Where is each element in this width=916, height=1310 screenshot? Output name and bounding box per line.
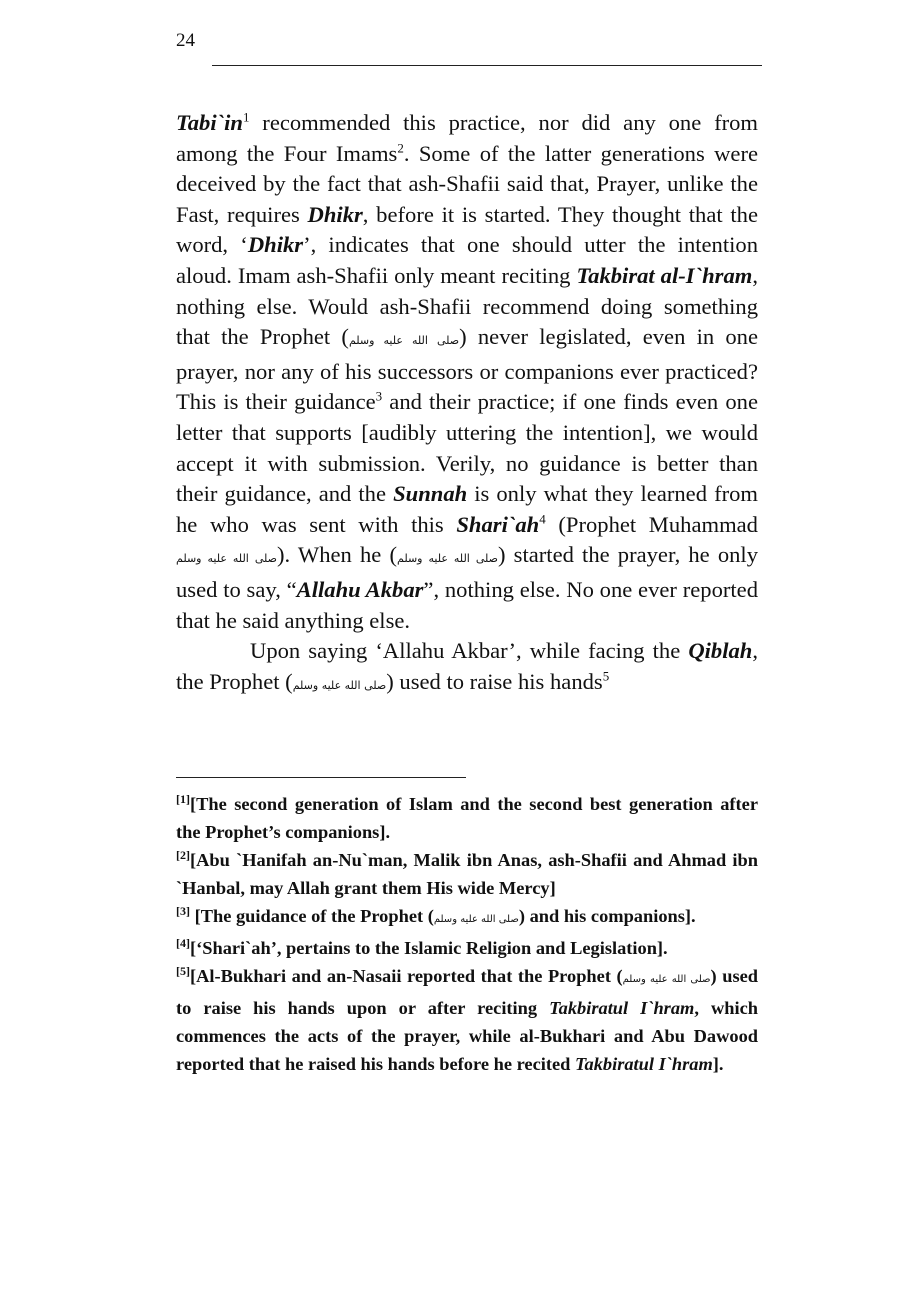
text-run: ) started the prayer, he only used to say, “ xyxy=(176,542,759,602)
term-tabiin: Tabi`in xyxy=(176,110,243,135)
paragraph-2 xyxy=(176,636,758,701)
term-sunnah: Sunnah xyxy=(393,481,468,507)
term-dhikr: Dhikr xyxy=(247,232,304,258)
salutation-arabic: صلى الله عليه وسلم xyxy=(348,334,460,348)
text-run: and their practice; if one finds even one letter that supports [audibly uttering the intention], we would accept it with submission. Verily, no guidance is better than their guidance, and the xyxy=(176,389,758,507)
footnote-marker: [1] xyxy=(176,791,190,806)
footnote-text: , which commences the acts of the prayer, while al-Bukhari and Abu Dawood reported that he raised his hands before he recited xyxy=(176,998,758,1074)
text-run: recommended this practice, nor did any one from among the Four Imams xyxy=(176,110,758,166)
text-run: . Some of the latter generations were deceived by the fact that ash-Shafii said that, Prayer, unlike the Fast, requires xyxy=(176,140,758,227)
salutation-arabic: صلى الله عليه وسلم xyxy=(622,974,711,985)
term-takbirat: Takbirat al-I`hram xyxy=(576,262,753,288)
footnote-2 xyxy=(176,846,758,902)
paragraph-1 xyxy=(176,108,758,636)
footnote-text: [The second generation of Islam and the second best generation after the Prophet’s companions]. xyxy=(176,794,758,842)
term-shariah: Shari`ah xyxy=(456,511,540,537)
footnotes xyxy=(176,790,758,1078)
text-run: ’, indicates that one should utter the intention aloud. Imam ash-Shafii only meant reciting xyxy=(176,232,758,288)
text-run: ) used to raise his hands xyxy=(386,668,603,694)
footnote-text: [‘Shari`ah’, pertains to the Islamic Religion and Legislation]. xyxy=(190,938,668,958)
text-run: ) never legislated, even in one prayer, nor any of his successors or companions ever practiced? This is their guidance xyxy=(176,324,758,415)
footnote-ref-2[interactable]: 2 xyxy=(397,140,404,156)
text-run: , the Prophet ( xyxy=(176,638,758,694)
term-takbiratul-ihram: Takbiratul I`hram xyxy=(549,998,695,1018)
footnote-text: [Abu `Hanifah an-Nu`man, Malik ibn Anas, ash-Shafii and Ahmad ibn `Hanbal, may Allah grant them His wide Mercy] xyxy=(176,850,758,898)
footnote-3 xyxy=(176,902,758,934)
header-rule xyxy=(212,65,762,66)
footnote-1 xyxy=(176,790,758,846)
text-run: , nothing else. Would ash-Shafii recommend doing something that the Prophet ( xyxy=(176,262,758,350)
salutation-arabic: صلى الله عليه وسلم xyxy=(433,914,519,925)
term-qiblah: Qiblah xyxy=(688,638,753,664)
footnote-marker: [5] xyxy=(176,963,190,978)
term-dhikr: Dhikr xyxy=(307,201,363,227)
footnote-text: [Al-Bukhari and an-Nasaii reported that the Prophet ( xyxy=(190,966,623,986)
footnote-text: ]. xyxy=(712,1054,724,1074)
footnote-ref-3[interactable]: 3 xyxy=(375,388,383,404)
footnote-marker: [2] xyxy=(176,847,190,862)
text-run: Upon saying ‘Allahu Akbar’, while facing the xyxy=(250,638,689,664)
text-run: is only what they learned from he who was sent with this xyxy=(176,481,758,537)
salutation-arabic: صلى الله عليه وسلم xyxy=(292,678,387,692)
term-allahu-akbar: Allahu Akbar xyxy=(296,576,424,602)
footnote-marker: [4] xyxy=(176,935,190,950)
footnote-4 xyxy=(176,934,758,962)
text-run: , before it is started. They thought that the word, ‘ xyxy=(176,201,758,258)
footnote-rule xyxy=(176,777,466,778)
salutation-arabic: صلى الله عليه وسلم xyxy=(397,552,498,566)
term-takbiratul-ihram: Takbiratul I`hram xyxy=(574,1054,713,1074)
body-text xyxy=(176,108,758,701)
footnote-5 xyxy=(176,962,758,1078)
footnote-marker: [3] xyxy=(176,903,190,918)
footnote-ref-5[interactable]: 5 xyxy=(602,668,610,684)
footnote-ref-1[interactable]: 1 xyxy=(242,109,250,125)
footnote-text: ) used to raise his hands upon or after reciting xyxy=(176,966,758,1018)
text-run: ”, nothing else. No one ever reported that he said anything else. xyxy=(176,576,758,633)
text-run: (Prophet Muhammad xyxy=(545,511,758,537)
text-run: ). When he ( xyxy=(277,542,397,568)
page-number: 24 xyxy=(176,30,195,51)
salutation-arabic: صلى الله عليه وسلم xyxy=(176,552,277,566)
footnote-text: ) and his companions]. xyxy=(518,906,696,926)
footnote-ref-4[interactable]: 4 xyxy=(539,511,546,527)
footnote-text: [The guidance of the Prophet ( xyxy=(190,906,434,926)
